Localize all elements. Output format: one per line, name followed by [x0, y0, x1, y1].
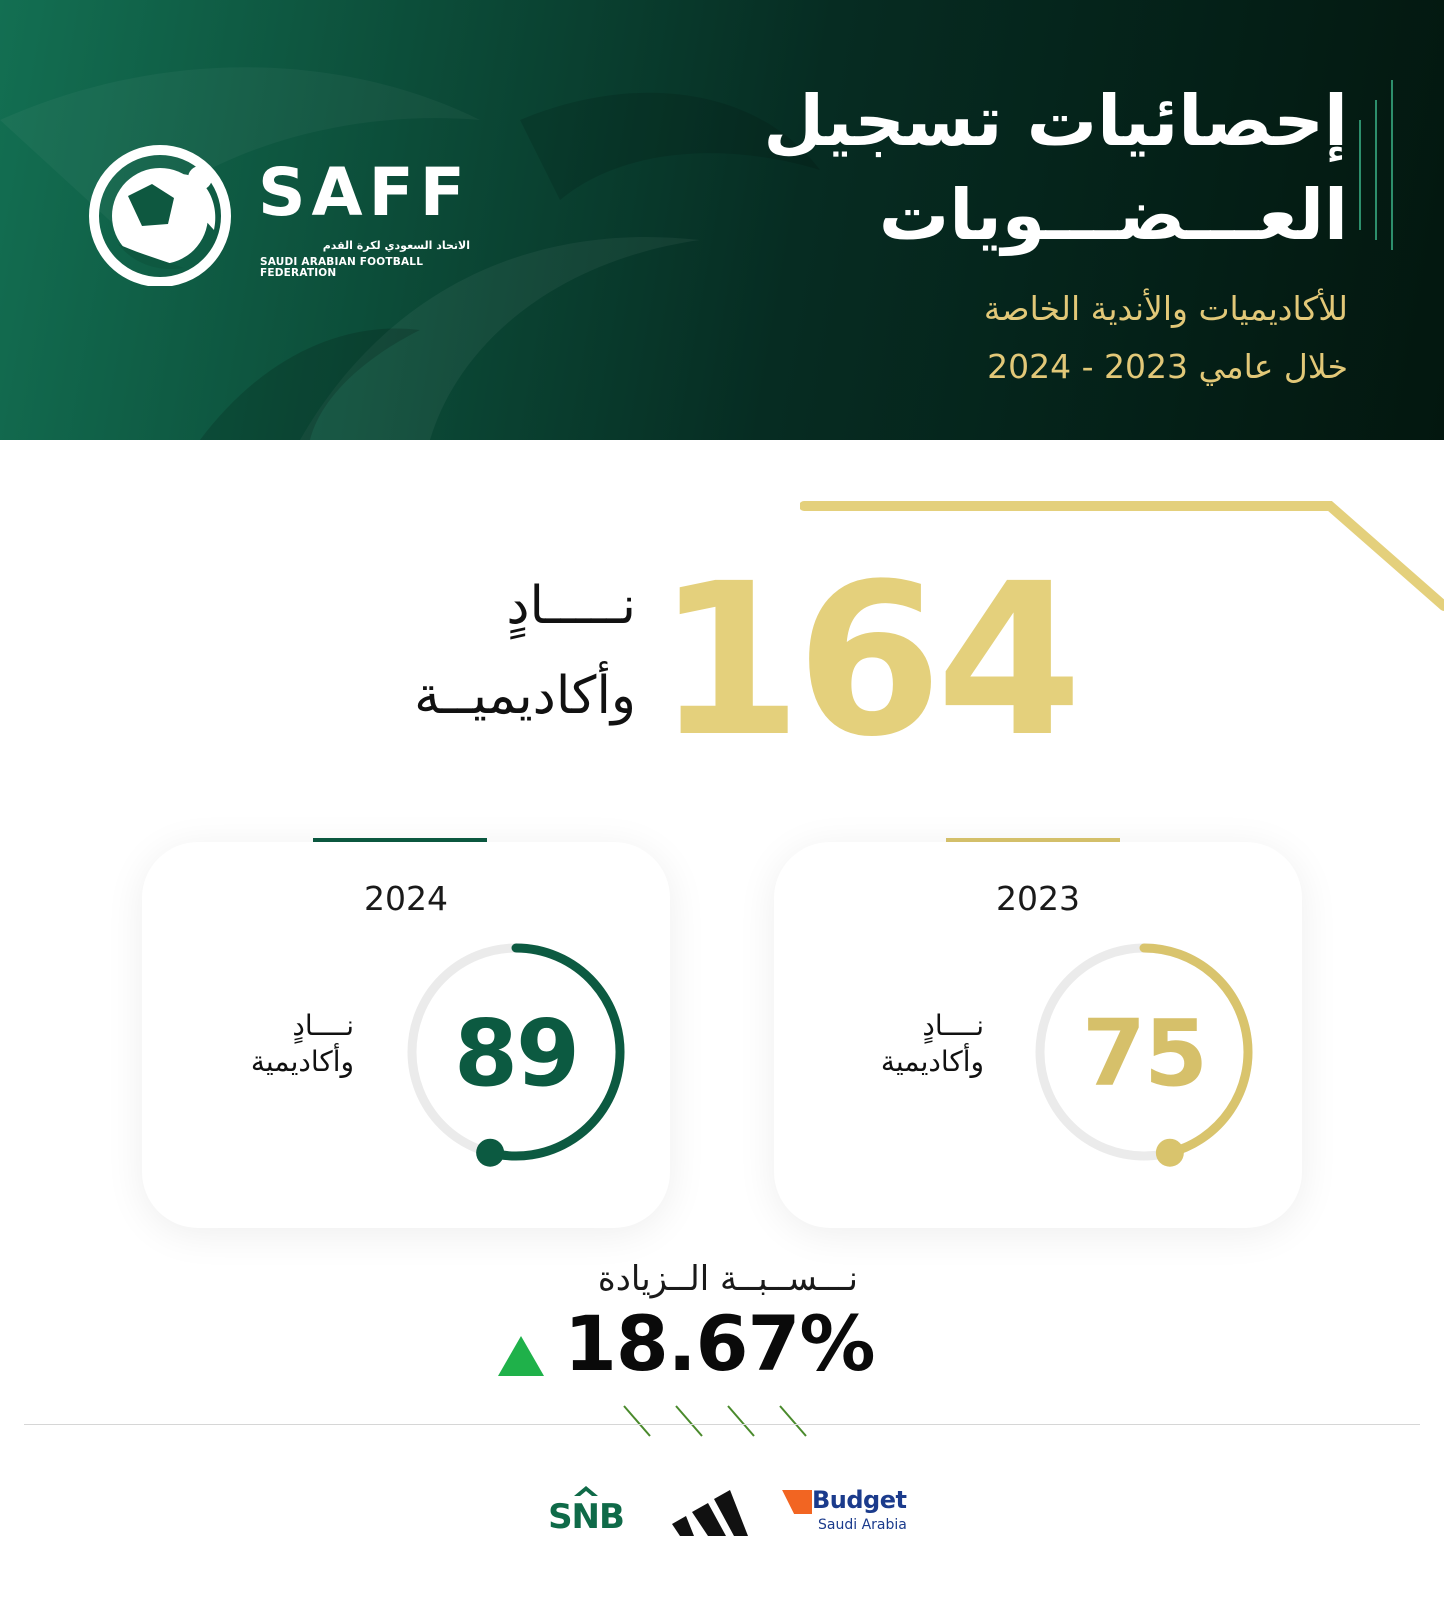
page-title-line-1: إحصائيات تسجيل: [763, 80, 1348, 162]
card-count: 75: [1081, 1000, 1207, 1107]
saff-wordmark: SAFF: [258, 154, 471, 231]
total-count: 164: [656, 538, 1077, 783]
card-label-line-1: نــــادٍ: [292, 1009, 354, 1042]
saff-english-name: SAUDI ARABIAN FOOTBALL FEDERATION: [260, 256, 424, 279]
budget-mark-icon: [782, 1490, 812, 1514]
saff-logo: [88, 142, 488, 292]
progress-dot: [1156, 1139, 1184, 1167]
slash-decoration: [620, 1404, 810, 1440]
increase-label: نـــســبــة الــزيادة: [597, 1259, 858, 1299]
card-count: 89: [453, 1000, 579, 1107]
total-label-line-1: نـــــادٍ: [506, 576, 636, 636]
adidas-logo-icon: [672, 1490, 748, 1538]
snb-logo-text: SNB: [548, 1497, 624, 1537]
card-year: 2024: [364, 879, 448, 918]
header-line-decoration: [1356, 80, 1416, 250]
saff-arabic-name: الاتحاد السعودي لكرة القدم: [322, 239, 470, 252]
card-label-line-1: نــــادٍ: [922, 1009, 984, 1042]
page-title-line-2: العـــضـــويات: [878, 174, 1348, 256]
budget-logo-subtext: Saudi Arabia: [818, 1517, 907, 1533]
total-label-line-2: وأكاديميــة: [414, 666, 636, 726]
page-subtitle-line-1: للأكاديميات والأندية الخاصة: [983, 289, 1348, 328]
card-year: 2023: [996, 879, 1080, 918]
progress-dot: [476, 1139, 504, 1167]
up-triangle-icon: [496, 1334, 546, 1378]
footer-divider: [24, 1424, 1420, 1425]
card-2023: [774, 842, 1302, 1228]
budget-logo-text: Budget: [812, 1486, 907, 1514]
increase-percentage: 18.67%: [564, 1299, 875, 1388]
budget-logo: [782, 1488, 912, 1540]
card-label-line-2: وأكاديمية: [880, 1045, 984, 1078]
card-2024: [142, 842, 670, 1228]
page-subtitle-line-2: خلال عامي 2023 - 2024: [987, 347, 1348, 386]
card-label-line-2: وأكاديمية: [250, 1045, 354, 1078]
saff-ball-icon: [88, 144, 236, 286]
header-banner: [0, 0, 1444, 440]
